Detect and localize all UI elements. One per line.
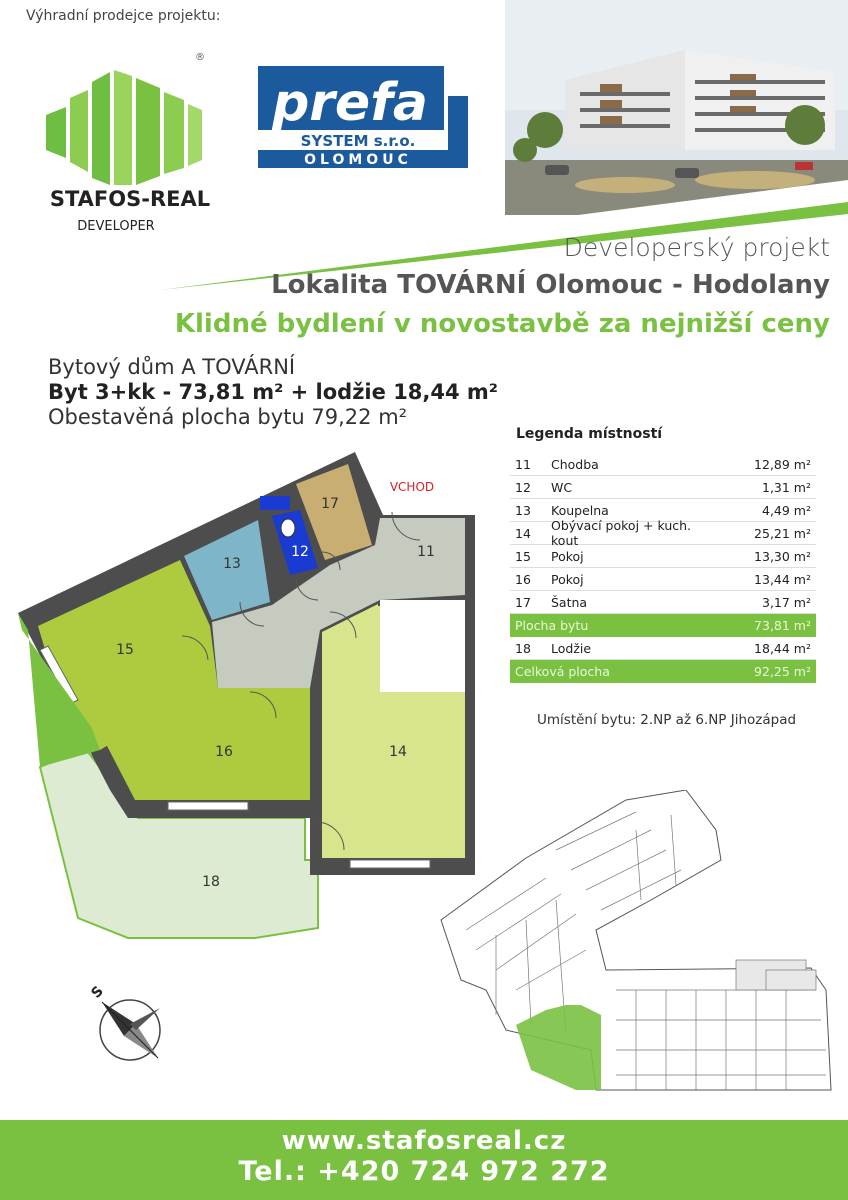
floor-plan <box>0 440 500 960</box>
legend-row: 13 Koupelna 4,49 m² <box>510 499 816 522</box>
prefa-system-logo <box>258 66 470 172</box>
stafos-role: DEVELOPER <box>77 219 155 234</box>
building-name: Bytový dům A TOVÁRNÍ <box>48 355 296 379</box>
legend-row: 11 Chodba 12,89 m² <box>510 453 816 476</box>
exclusive-seller-label: Výhradní prodejce projektu: <box>26 8 221 24</box>
entrance-label: VCHOD <box>389 480 435 494</box>
legend-row: 17 Šatna 3,17 m² <box>510 591 816 614</box>
room-label-17: 17 <box>321 496 339 512</box>
legend-grand-total-row: Celková plocha 92,25 m² <box>510 660 816 683</box>
website-link[interactable]: www.stafosreal.cz <box>281 1126 567 1156</box>
legend-title: Legenda místností <box>516 426 663 442</box>
prefa-city: OLOMOUC <box>304 152 412 168</box>
living-wall-opening <box>380 600 465 692</box>
stafos-name: STAFOS-REAL <box>49 187 211 211</box>
flat-layout: Byt 3+kk - 73,81 m² + lodžie 18,44 m² <box>48 380 499 404</box>
legend-row: 15 Pokoj 13,30 m² <box>510 545 816 568</box>
legend-loggia-row: 18 Lodžie 18,44 m² <box>510 637 816 660</box>
wc-toilet-icon <box>281 519 295 537</box>
room-label-11: 11 <box>417 544 435 560</box>
prefa-system: SYSTEM s.r.o. <box>300 132 416 150</box>
project-subtitle: Developerský projekt <box>563 233 830 262</box>
room-label-15: 15 <box>116 642 134 658</box>
wc-shelf <box>260 496 290 510</box>
stafos-buildings-icon <box>46 70 202 185</box>
flat-built-area: Obestavěná plocha bytu 79,22 m² <box>48 405 408 429</box>
room-label-16: 16 <box>215 744 233 760</box>
compass-icon <box>80 980 180 1080</box>
stafos-registered-mark: ® <box>195 52 205 63</box>
legend-row: 14 Obývací pokoj + kuch. kout 25,21 m² <box>510 522 816 545</box>
project-tagline: Klidné bydlení v novostavbě za nejnižší ceny <box>174 309 830 339</box>
site-key-plan <box>436 790 848 1100</box>
legend-row: 12 WC 1,31 m² <box>510 476 816 499</box>
room-legend-table <box>510 453 816 683</box>
room-label-18: 18 <box>202 874 220 890</box>
legend-row: 16 Pokoj 13,44 m² <box>510 568 816 591</box>
prefa-name: prefa <box>272 73 428 133</box>
room-label-12: 12 <box>291 544 309 560</box>
project-location: Lokalita TOVÁRNÍ Olomouc - Hodolany <box>271 270 830 300</box>
legend-flat-total-row: Plocha bytu 73,81 m² <box>510 614 816 637</box>
room-label-14: 14 <box>389 744 407 760</box>
room-label-13: 13 <box>223 556 241 572</box>
compass-label: S <box>88 983 107 1002</box>
phone-number[interactable]: Tel.: +420 724 972 272 <box>238 1156 610 1187</box>
flat-placement-note: Umístění bytu: 2.NP až 6.NP Jihozápad <box>537 712 797 728</box>
